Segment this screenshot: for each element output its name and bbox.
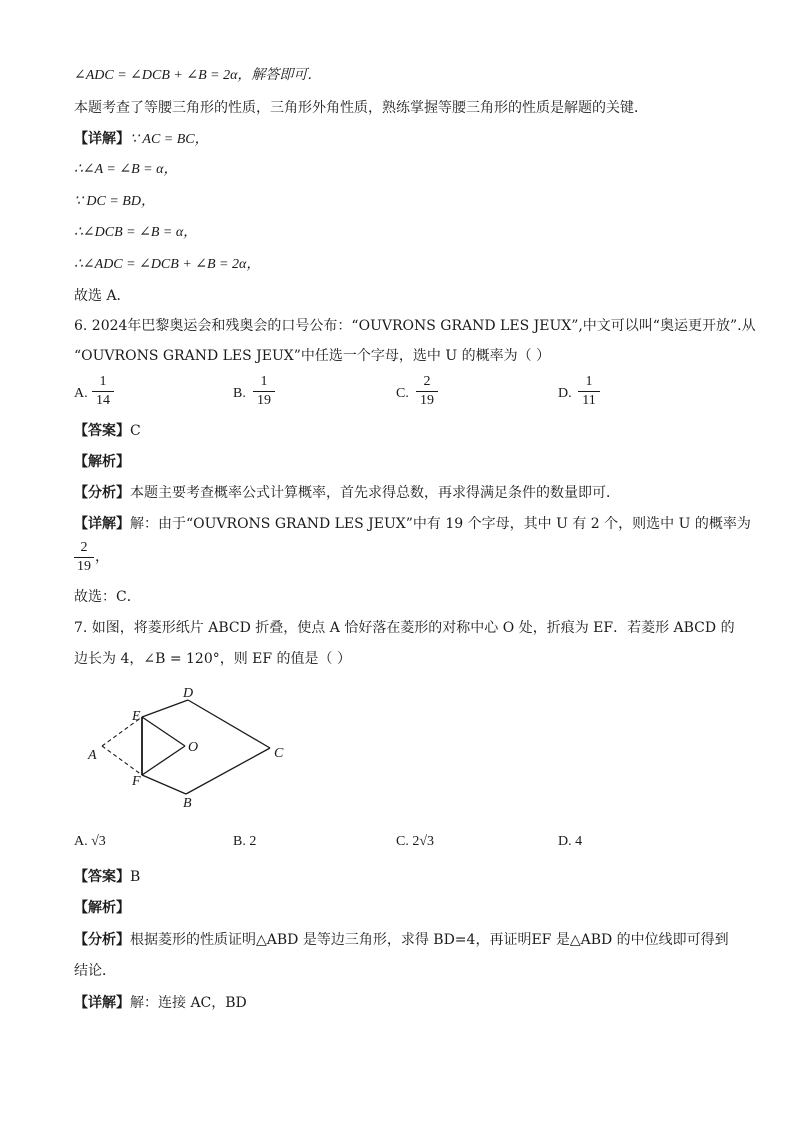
fraction-denominator: 14 [96, 393, 110, 408]
label-b: B [183, 796, 192, 811]
fraction-numerator: 1 [99, 374, 107, 389]
q7-option-a [74, 832, 106, 852]
q6-option-b-letter: B. [233, 386, 246, 401]
q6-analysis-tag: 【解析】 [74, 454, 130, 470]
fraction-numerator: 1 [585, 374, 593, 389]
option-value: √3 [91, 834, 106, 849]
option-value: 4 [575, 834, 583, 849]
solution-line-3 [74, 129, 209, 150]
q6-stem-line-1: 6. 2024年巴黎奥运会和残奥会的口号公布：“OUVRONS GRAND LES JEUX”,中文可以叫“奥运更开放”.从 [74, 318, 756, 334]
fenxi-text: 本题主要考查概率公式计算概率，首先求得总数，再求得满足条件的数量即可． [130, 485, 620, 501]
answer-value: B [130, 869, 141, 885]
answer-tag: 【答案】 [74, 423, 130, 439]
label-e: E [132, 709, 141, 724]
fenxi-text: 根据菱形的性质证明△ABD 是等边三角形，求得 BD=4，再证明EF 是△ABD 的中位线即可得到 [130, 932, 729, 948]
q6-option-d-letter: D. [558, 386, 572, 401]
q6-conclusion: 故选：C． [74, 589, 141, 605]
label-a: A [88, 748, 97, 763]
label-d: D [183, 686, 194, 701]
edge-dc [188, 700, 270, 748]
answer-tag: 【答案】 [74, 869, 130, 885]
option-value: 2 [249, 834, 257, 849]
fraction-denominator: 19 [77, 559, 91, 574]
option-letter: A. [74, 834, 88, 849]
q6-option-c-letter: C. [396, 386, 409, 401]
option-value: 2√3 [412, 834, 435, 849]
q7-option-c [396, 832, 434, 852]
edge-fb [142, 775, 186, 794]
solution-line-4: ∴∠A = ∠B = α， [74, 162, 178, 177]
detail-tag: 【详解】 [74, 995, 130, 1011]
solution-line-5: ∵ DC = BD， [74, 194, 155, 209]
option-letter: C. [396, 834, 409, 849]
q7-detail [74, 993, 247, 1013]
detail-tag: 【详解】 [74, 131, 130, 147]
segment-fo [142, 746, 185, 775]
edge-cb [186, 748, 270, 794]
detail-tag: 【详解】 [74, 516, 130, 532]
detail-text: ∵ AC = BC， [130, 132, 209, 147]
q7-fenxi-line-2: 结论． [74, 963, 116, 979]
q6-option-c-fraction [416, 374, 438, 409]
fenxi-tag: 【分析】 [74, 932, 130, 948]
q7-option-d [558, 832, 582, 852]
label-c: C [274, 746, 284, 761]
answer-value: C [130, 423, 141, 439]
solution-line-2: 本题考查了等腰三角形的性质，三角形外角性质，熟练掌握等腰三角形的性质是解题的关键． [74, 100, 648, 116]
detail-text: 解：连接 AC，BD [130, 995, 247, 1011]
fraction-denominator: 11 [582, 393, 596, 408]
option-letter: B. [233, 834, 246, 849]
label-o: O [188, 740, 199, 755]
fraction-numerator: 1 [260, 374, 268, 389]
edge-ed [142, 700, 188, 717]
fenxi-tag: 【分析】 [74, 485, 130, 501]
solution-line-7: ∴∠ADC = ∠DCB + ∠B = 2α， [74, 257, 261, 272]
q6-fenxi [74, 483, 620, 503]
q6-option-a-fraction [92, 374, 114, 409]
q7-stem-line-1: 7. 如图，将菱形纸片 ABCD 折叠，使点 A 恰好落在菱形的对称中心 O 处，折痕为 EF．若菱形 ABCD 的 [74, 620, 735, 636]
q7-analysis-tag: 【解析】 [74, 900, 130, 916]
fraction-numerator: 2 [423, 374, 431, 389]
q7-answer [74, 867, 140, 887]
q6-stem-line-2: “OUVRONS GRAND LES JEUX”中任选一个字母，选中 U 的概率为（ ） [74, 348, 551, 364]
solution-line-8: 故选 A． [74, 288, 131, 304]
q6-detail [74, 514, 751, 534]
q7-option-b [233, 832, 256, 852]
q6-option-b-fraction [253, 374, 275, 409]
dashed-af [102, 746, 142, 775]
fraction-denominator: 19 [257, 393, 271, 408]
solution-line-6: ∴∠DCB = ∠B = α， [74, 225, 198, 240]
rhombus-figure [70, 680, 310, 815]
q6-option-d-fraction [578, 374, 600, 409]
segment-eo [142, 717, 185, 746]
q6-option-a-letter: A. [74, 386, 88, 401]
label-f: F [132, 774, 141, 789]
solution-line-1: ∠ADC = ∠DCB + ∠B = 2α，解答即可． [74, 68, 322, 83]
detail-text: 解：由于“OUVRONS GRAND LES JEUX”中有 19 个字母，其中 U 有 2 个，则选中 U 的概率为 [130, 516, 751, 532]
fraction-numerator: 2 [80, 540, 88, 555]
q6-detail-end: ， [95, 550, 109, 565]
q7-stem-line-2: 边长为 4，∠B = 120°，则 EF 的值是（ ） [74, 651, 352, 667]
fraction-denominator: 19 [420, 393, 434, 408]
option-letter: D. [558, 834, 572, 849]
q7-fenxi-line-1 [74, 930, 729, 950]
q6-detail-fraction [74, 540, 94, 575]
q6-answer [74, 421, 141, 441]
